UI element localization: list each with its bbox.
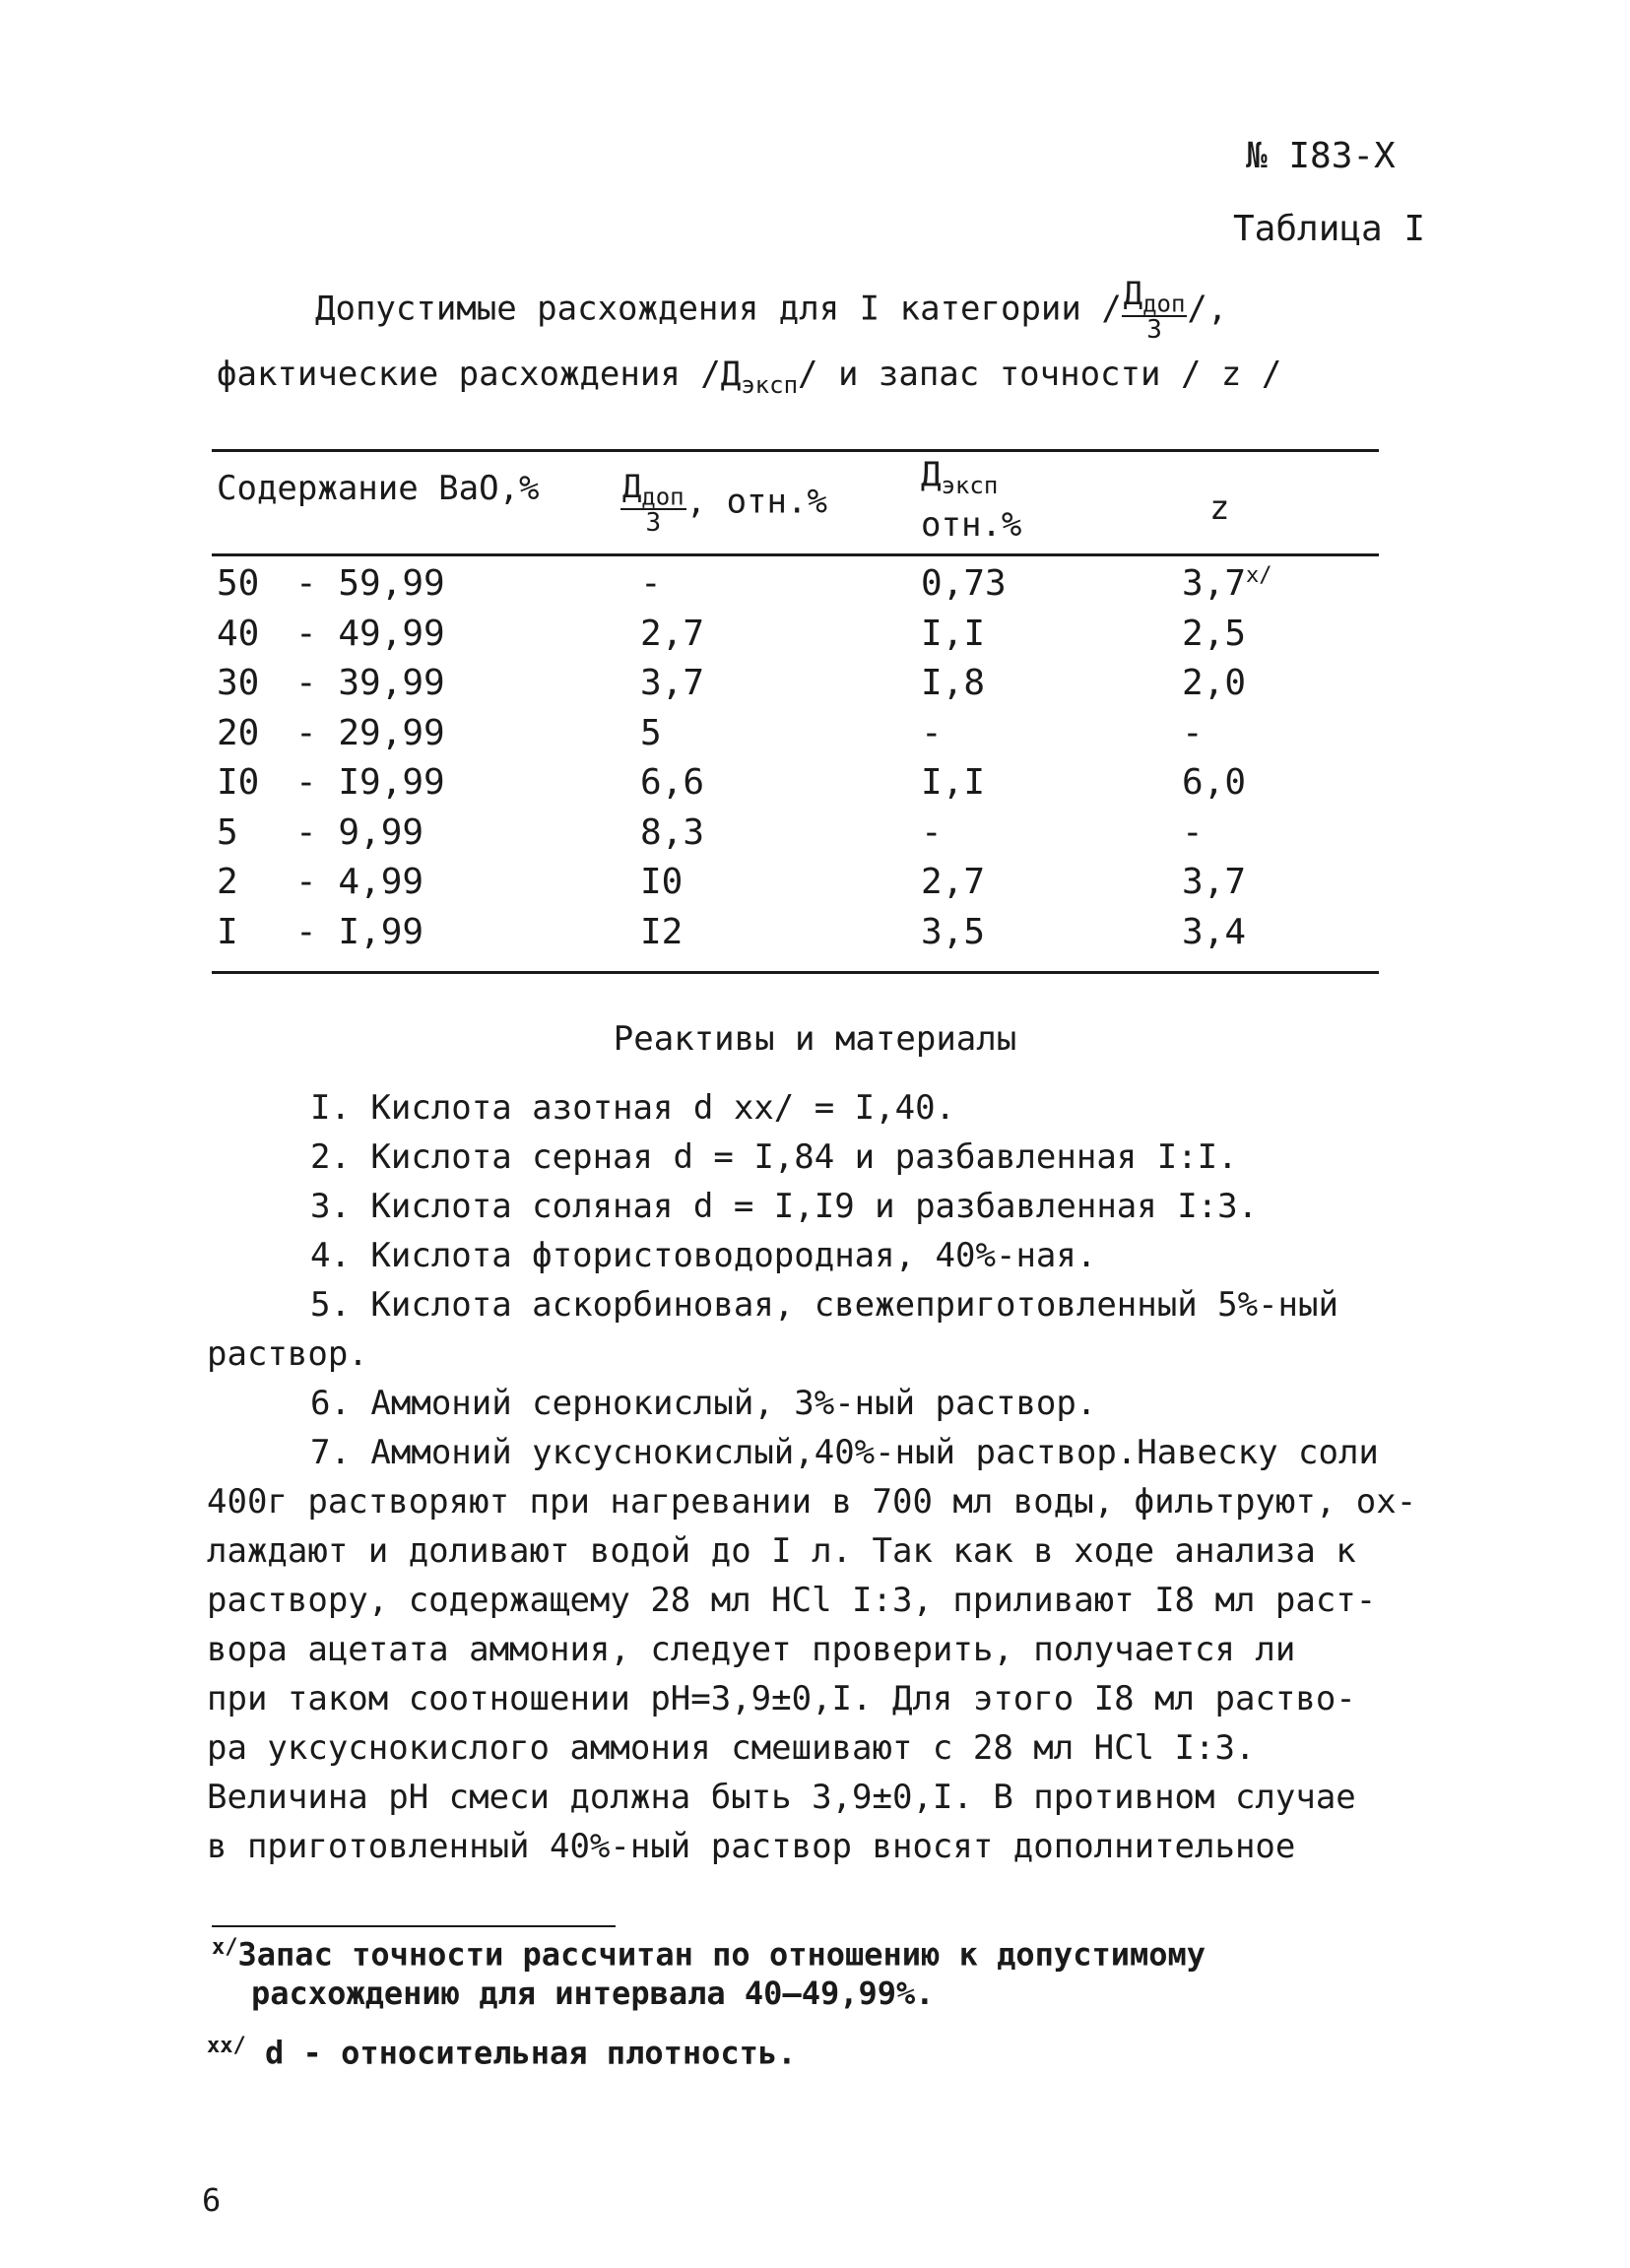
row-to: - 49,99 (295, 613, 445, 654)
row-experimental: I,8 (921, 663, 986, 703)
row-permissible: 3,7 (640, 663, 705, 703)
header-permissible: $\frac{Д_{доп}}{3}$ , отн.% (622, 468, 827, 539)
row-to: - 9,99 (295, 811, 424, 853)
row-experimental: - (921, 811, 943, 853)
row-from: 20 (217, 712, 260, 753)
row-z: 3,7 (1182, 862, 1247, 902)
footnote-rule (212, 1925, 616, 1927)
reagent-line: 6. Аммоний сернокислый, 3%-ный раствор. (310, 1384, 1097, 1423)
reagent-line: вора ацетата аммония, следует проверить, получается ли (207, 1630, 1296, 1669)
header-experimental: $Д_{эксп}$ отн.% (921, 455, 1022, 545)
section-title: Реактивы и материалы (613, 1019, 1017, 1059)
reagent-line: 4. Кислота фтористоводородная, 40%-ная. (310, 1236, 1097, 1275)
reagent-line: в приготовленный 40%-ный раствор вносят дополнительное (207, 1827, 1296, 1866)
row-permissible: I2 (640, 911, 684, 952)
row-experimental: 0,73 (921, 563, 1007, 604)
row-to: - 4,99 (295, 862, 424, 902)
document-number: № I83-X (1246, 136, 1396, 176)
row-from: I0 (217, 762, 260, 803)
row-from: 40 (217, 613, 260, 654)
row-to: - 39,99 (295, 663, 445, 703)
row-permissible: I0 (640, 862, 684, 902)
reagent-line: ра уксуснокислого аммония смешивают с 28 мл HCl I:3. (207, 1728, 1256, 1768)
row-experimental: - (921, 712, 943, 753)
header-bottom-rule (212, 553, 1379, 556)
row-z: 3,4 (1182, 911, 1247, 952)
reagent-line: при таком соотношении pH=3,9±0,I. Для этого I8 мл раство- (207, 1679, 1356, 1718)
row-permissible: 2,7 (640, 613, 705, 654)
reagent-line: 5. Кислота аскорбиновая, свежеприготовленный 5%-ный (310, 1285, 1338, 1325)
row-z: - (1182, 712, 1204, 753)
row-experimental: 2,7 (921, 862, 986, 902)
table-label: Таблица I (1233, 209, 1426, 249)
row-to: - 59,99 (295, 563, 445, 604)
row-to: - 29,99 (295, 712, 445, 753)
row-from: 50 (217, 563, 260, 604)
row-permissible: 8,3 (640, 811, 705, 853)
row-permissible: 6,6 (640, 762, 705, 803)
reagent-line: раствор. (207, 1334, 368, 1374)
row-from: 5 (217, 811, 238, 853)
row-from: 30 (217, 663, 260, 703)
table-caption-line2: фактические расхождения $/Д_{эксп}/$ и запас точности / z / (217, 355, 1282, 399)
footnote-1-cont: расхождению для интервала 40–49,99%. (251, 1975, 935, 2012)
row-from: 2 (217, 862, 238, 902)
row-to: - I9,99 (295, 762, 445, 803)
row-z: 2,5 (1182, 613, 1247, 654)
reagent-line: Величина pH смеси должна быть 3,9±0,I. В противном случае (207, 1778, 1356, 1817)
reagent-line: лаждают и доливают водой до I л. Так как в ходе анализа к (207, 1531, 1356, 1571)
footnote-2: $^{xx/}$ d - относительная плотность. (207, 2034, 797, 2072)
reagent-line: I. Кислота азотная d xx/ = I,40. (310, 1088, 956, 1128)
z-footnote-mark: x/ (1246, 563, 1272, 588)
row-z: 2,0 (1182, 663, 1247, 703)
table-top-rule (212, 449, 1379, 452)
reagent-line: 3. Кислота соляная d = I,I9 и разбавленная I:3. (310, 1187, 1259, 1226)
caption-fraction: $\frac{Д_{доп}}{3}$ (1123, 275, 1186, 346)
row-experimental: I,I (921, 613, 986, 654)
row-experimental: 3,5 (921, 911, 986, 952)
header-barium-content: Содержание BaO,% (217, 469, 540, 508)
row-to: - I,99 (295, 911, 424, 952)
page-number: 6 (202, 2181, 222, 2219)
row-from: I (217, 911, 238, 952)
row-permissible: - (640, 563, 662, 604)
reagent-line: 2. Кислота серная d = I,84 и разбавленная I:I. (310, 1137, 1238, 1177)
reagent-line: 400г растворяют при нагревании в 700 мл воды, фильтруют, ох- (207, 1482, 1417, 1522)
footnote-1: $^{x/}$Запас точности рассчитан по отношению к допустимому (212, 1935, 1206, 1974)
row-z: - (1182, 811, 1204, 853)
header-z: z (1209, 488, 1230, 528)
reagent-line: 7. Аммоний уксуснокислый,40%-ный раствор.Навеску соли (310, 1433, 1379, 1472)
row-experimental: I,I (921, 762, 986, 803)
table-bottom-rule (212, 971, 1379, 974)
row-z: 6,0 (1182, 762, 1247, 803)
table-caption-line1: Допустимые расхождения для I категории / $\frac{Д_{доп}}{3}$ /, (315, 275, 1228, 346)
reagent-line: раствору, содержащему 28 мл HCl I:3, приливают I8 мл раст- (207, 1581, 1377, 1620)
row-permissible: 5 (640, 712, 662, 753)
row-z: $3,7^{x/}$ (1182, 563, 1272, 604)
